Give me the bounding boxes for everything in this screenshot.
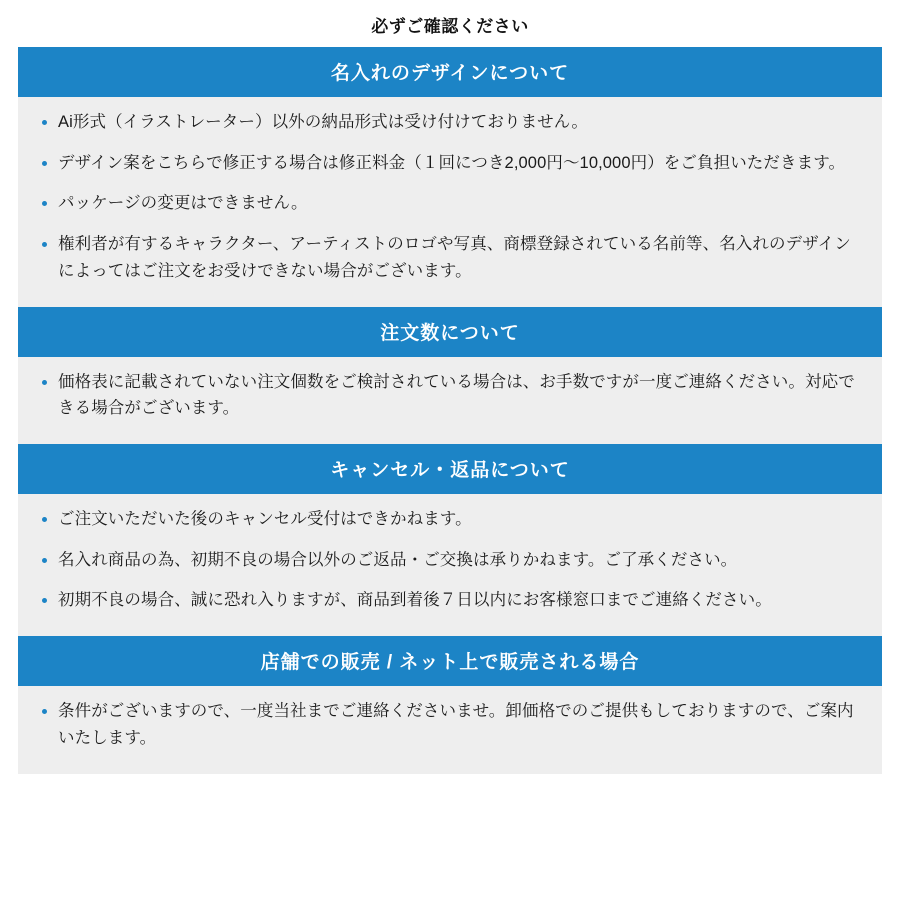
page-title: 必ずご確認ください (371, 17, 529, 36)
section-heading-order-quantity: 注文数について (18, 307, 882, 357)
list-item: 価格表に記載されていない注文個数をご検討されている場合は、お手数ですが一度ご連絡ください。対応できる場合がございます。 (38, 369, 862, 422)
section-body-order-quantity (18, 357, 882, 436)
list-item: デザイン案をこちらで修正する場合は修正料金（１回につき2,000円〜10,000円）をご負担いただきます。 (38, 150, 862, 177)
list-item: 条件がございますので、一度当社までご連絡くださいませ。卸価格でのご提供もしておりますので、ご案内いたします。 (38, 698, 862, 751)
section-heading-retail-sales: 店舗での販売 / ネット上で販売される場合 (18, 636, 882, 686)
notice-panel (18, 47, 882, 774)
section-body-cancel-return (18, 494, 882, 628)
section-heading-design: 名入れのデザインについて (18, 47, 882, 97)
bullet-list-order-quantity (38, 369, 862, 422)
bullet-list-design (38, 109, 862, 285)
section-cancel-return (18, 444, 882, 628)
section-heading-cancel-return: キャンセル・返品について (18, 444, 882, 494)
section-divider (18, 299, 882, 307)
section-body-design (18, 97, 882, 299)
section-divider (18, 628, 882, 636)
section-divider (18, 436, 882, 444)
list-item: 初期不良の場合、誠に恐れ入りますが、商品到着後７日以内にお客様窓口までご連絡ください。 (38, 587, 862, 614)
section-retail-sales (18, 636, 882, 765)
section-design (18, 47, 882, 299)
list-item: 名入れ商品の為、初期不良の場合以外のご返品・ご交換は承りかねます。ご了承ください。 (38, 547, 862, 574)
list-item: ご注文いただいた後のキャンセル受付はできかねます。 (38, 506, 862, 533)
section-order-quantity (18, 307, 882, 436)
bullet-list-cancel-return (38, 506, 862, 614)
bullet-list-retail-sales (38, 698, 862, 751)
list-item: パッケージの変更はできません。 (38, 190, 862, 217)
list-item: 権利者が有するキャラクター、アーティストのロゴや写真、商標登録されている名前等、名入れのデザインによってはご注文をお受けできない場合がございます。 (38, 231, 862, 284)
list-item: Ai形式（イラストレーター）以外の納品形式は受け付けておりません。 (38, 109, 862, 136)
section-body-retail-sales (18, 686, 882, 765)
